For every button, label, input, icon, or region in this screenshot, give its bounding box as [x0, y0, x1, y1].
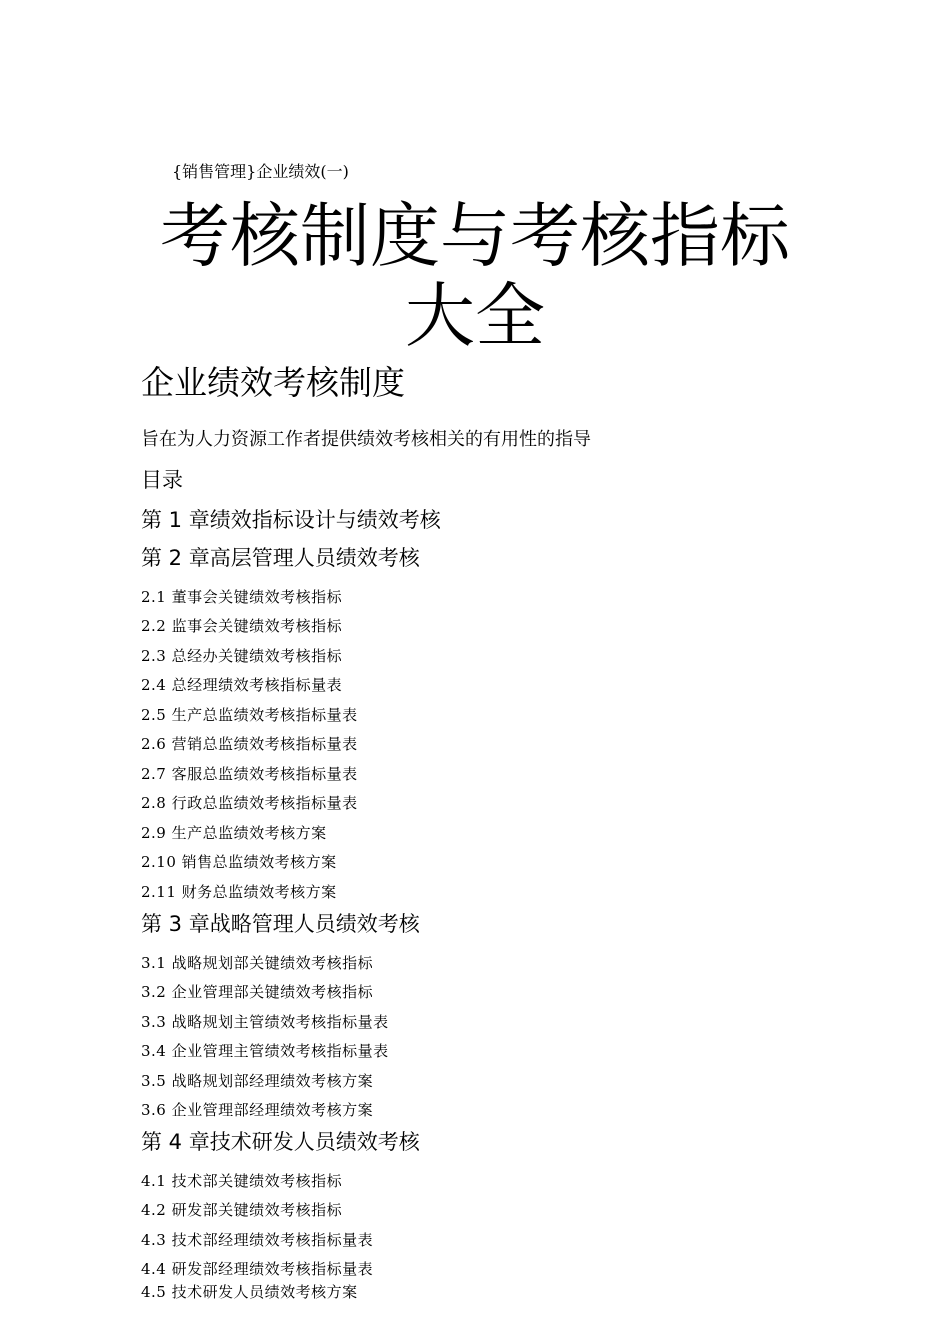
subtitle: 企业绩效考核制度	[141, 363, 405, 402]
toc-item: 2.1 董事会关键绩效考核指标	[141, 588, 343, 606]
toc-item: 3.4 企业管理主管绩效考核指标量表	[141, 1042, 389, 1060]
intro-text: 旨在为人力资源工作者提供绩效考核相关的有用性的指导	[141, 429, 591, 450]
toc-item: 4.3 技术部经理绩效考核指标量表	[141, 1231, 374, 1249]
toc-chapter-1: 第 1 章绩效指标设计与绩效考核	[141, 508, 441, 532]
toc-chapter-2: 第 2 章高层管理人员绩效考核	[141, 546, 420, 570]
toc-item: 2.7 客服总监绩效考核指标量表	[141, 765, 358, 783]
toc-item: 2.10 销售总监绩效考核方案	[141, 853, 337, 871]
toc-item: 2.4 总经理绩效考核指标量表	[141, 676, 343, 694]
toc-item: 2.8 行政总监绩效考核指标量表	[141, 794, 358, 812]
main-title	[120, 196, 830, 356]
toc-item: 2.2 监事会关键绩效考核指标	[141, 617, 343, 635]
toc-item: 4.1 技术部关键绩效考核指标	[141, 1172, 343, 1190]
toc-item: 4.2 研发部关键绩效考核指标	[141, 1201, 343, 1219]
header-category: {销售管理}企业绩效(一)	[172, 162, 349, 181]
toc-item: 3.3 战略规划主管绩效考核指标量表	[141, 1013, 389, 1031]
main-title-line-2: 大全	[405, 275, 545, 357]
toc-chapter-4: 第 4 章技术研发人员绩效考核	[141, 1130, 420, 1154]
toc-title: 目录	[141, 468, 183, 492]
toc-item: 3.2 企业管理部关键绩效考核指标	[141, 983, 374, 1001]
toc-item: 3.6 企业管理部经理绩效考核方案	[141, 1101, 374, 1119]
main-title-line-1: 考核制度与考核指标	[160, 195, 790, 277]
toc-item: 3.1 战略规划部关键绩效考核指标	[141, 954, 374, 972]
toc-item: 2.6 营销总监绩效考核指标量表	[141, 735, 358, 753]
toc-item: 4.4 研发部经理绩效考核指标量表	[141, 1260, 374, 1278]
toc-item: 2.11 财务总监绩效考核方案	[141, 883, 337, 901]
toc-item: 2.5 生产总监绩效考核指标量表	[141, 706, 358, 724]
toc-item: 2.3 总经办关键绩效考核指标	[141, 647, 343, 665]
toc-item: 4.5 技术研发人员绩效考核方案	[141, 1283, 358, 1301]
toc-item: 2.9 生产总监绩效考核方案	[141, 824, 327, 842]
toc-item: 3.5 战略规划部经理绩效考核方案	[141, 1072, 374, 1090]
toc-chapter-3: 第 3 章战略管理人员绩效考核	[141, 912, 420, 936]
